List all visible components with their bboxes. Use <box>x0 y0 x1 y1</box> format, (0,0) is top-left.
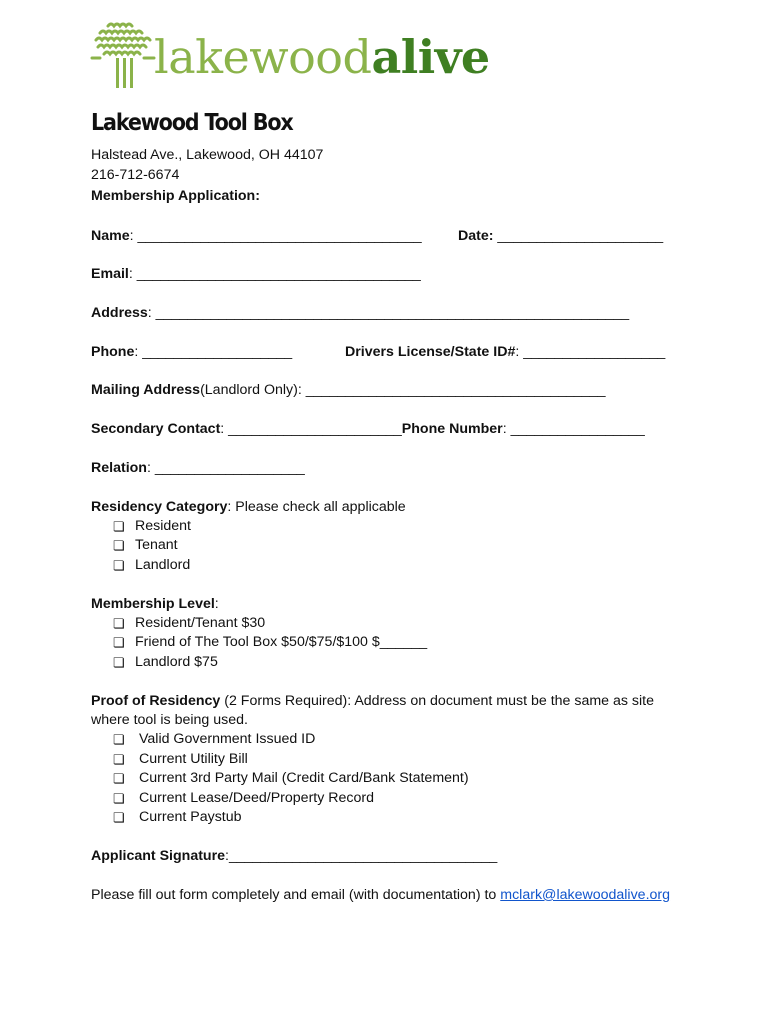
license-field[interactable] <box>345 343 665 361</box>
tree-icon <box>90 18 156 92</box>
email-field[interactable] <box>91 265 421 283</box>
membership-heading: Membership Level: <box>91 596 219 612</box>
residency-label: Residency Category <box>91 499 228 515</box>
license-label: Drivers License/State ID# <box>345 344 516 360</box>
name-field[interactable] <box>91 227 422 245</box>
phone-label: Phone <box>91 344 135 360</box>
date-label: Date: <box>458 228 494 244</box>
license-line[interactable]: : __________________ <box>515 344 666 360</box>
membership-option-friend[interactable]: ❏Friend of The Tool Box $50/$75/$100 $______ <box>113 633 427 651</box>
checkbox-icon[interactable] <box>113 812 125 824</box>
residency-option-tenant[interactable]: ❏Tenant <box>113 536 178 554</box>
checkbox-icon[interactable] <box>113 657 125 669</box>
phone-field[interactable] <box>91 343 292 361</box>
proof-option-mail[interactable]: ❏Current 3rd Party Mail (Credit Card/Bank Statement) <box>113 769 469 787</box>
checkbox-icon[interactable] <box>113 618 125 630</box>
membership-option-landlord[interactable]: ❏Landlord $75 <box>113 653 218 671</box>
signature-field[interactable] <box>91 847 497 865</box>
mailing-address-field[interactable] <box>91 381 606 399</box>
page-title: Lakewood Tool Box <box>91 110 293 136</box>
secondary-label: Secondary Contact <box>91 421 221 437</box>
proof-option-paystub[interactable]: ❏Current Paystub <box>113 808 242 826</box>
mailing-label: Mailing Address <box>91 382 201 398</box>
org-phone: 216-712-6674 <box>91 167 180 183</box>
secondary-phone-label: Phone Number <box>401 421 503 437</box>
email-line[interactable]: : ____________________________________ <box>128 266 421 282</box>
checkbox-icon[interactable] <box>113 754 125 766</box>
checkbox-icon[interactable] <box>113 637 125 649</box>
logo-wordmark: lakewoodalive <box>154 30 490 84</box>
relation-line[interactable]: : ___________________ <box>146 460 305 476</box>
secondary-line[interactable]: : ______________________ <box>220 421 402 437</box>
lakewoodalive-logo <box>90 18 490 92</box>
membership-option-resident-tenant[interactable]: ❏Resident/Tenant $30 <box>113 614 265 632</box>
address-line[interactable]: : ____________________________________________________________ <box>147 305 630 321</box>
checkbox-icon[interactable] <box>113 793 125 805</box>
phone-line[interactable]: : ___________________ <box>134 344 293 360</box>
secondary-phone-line[interactable]: : _________________ <box>502 421 645 437</box>
proof-heading: Proof of Residency (2 Forms Required): Address on document must be the same as site <box>91 693 654 709</box>
email-label: Email <box>91 266 129 282</box>
org-address: Halstead Ave., Lakewood, OH 44107 <box>91 147 324 163</box>
relation-field[interactable] <box>91 459 305 477</box>
footer-text: Please fill out form completely and email (with documentation) to <box>91 887 501 903</box>
proof-text-continued: where tool is being used. <box>91 712 248 728</box>
footer-instructions <box>91 886 670 904</box>
residency-option-resident[interactable]: ❏Resident <box>113 517 191 535</box>
checkbox-icon[interactable] <box>113 540 125 552</box>
checkbox-icon[interactable] <box>113 560 125 572</box>
email-link[interactable]: mclark@lakewoodalive.org <box>500 887 671 903</box>
checkbox-icon[interactable] <box>113 521 125 533</box>
proof-option-id[interactable]: ❏Valid Government Issued ID <box>113 730 315 748</box>
name-line[interactable]: : ____________________________________ <box>129 228 422 244</box>
proof-option-utility[interactable]: ❏Current Utility Bill <box>113 750 248 768</box>
checkbox-icon[interactable] <box>113 773 125 785</box>
form-heading: Membership Application: <box>91 188 260 204</box>
signature-line[interactable]: :__________________________________ <box>225 848 498 864</box>
secondary-contact-field[interactable] <box>91 420 645 438</box>
checkbox-icon[interactable] <box>113 734 125 746</box>
signature-label: Applicant Signature <box>91 848 226 864</box>
mailing-line[interactable]: (Landlord Only): ______________________________________ <box>200 382 606 398</box>
address-field[interactable] <box>91 304 629 322</box>
membership-label: Membership Level <box>91 596 215 612</box>
address-label: Address <box>91 305 148 321</box>
proof-option-lease[interactable]: ❏Current Lease/Deed/Property Record <box>113 789 374 807</box>
relation-label: Relation <box>91 460 147 476</box>
residency-option-landlord[interactable]: ❏Landlord <box>113 556 190 574</box>
date-field[interactable] <box>458 227 663 245</box>
residency-instruction: : Please check all applicable <box>227 499 406 515</box>
residency-heading <box>91 498 406 516</box>
name-label: Name <box>91 228 130 244</box>
proof-label: Proof of Residency <box>91 693 221 709</box>
date-line[interactable]: _____________________ <box>493 228 664 244</box>
